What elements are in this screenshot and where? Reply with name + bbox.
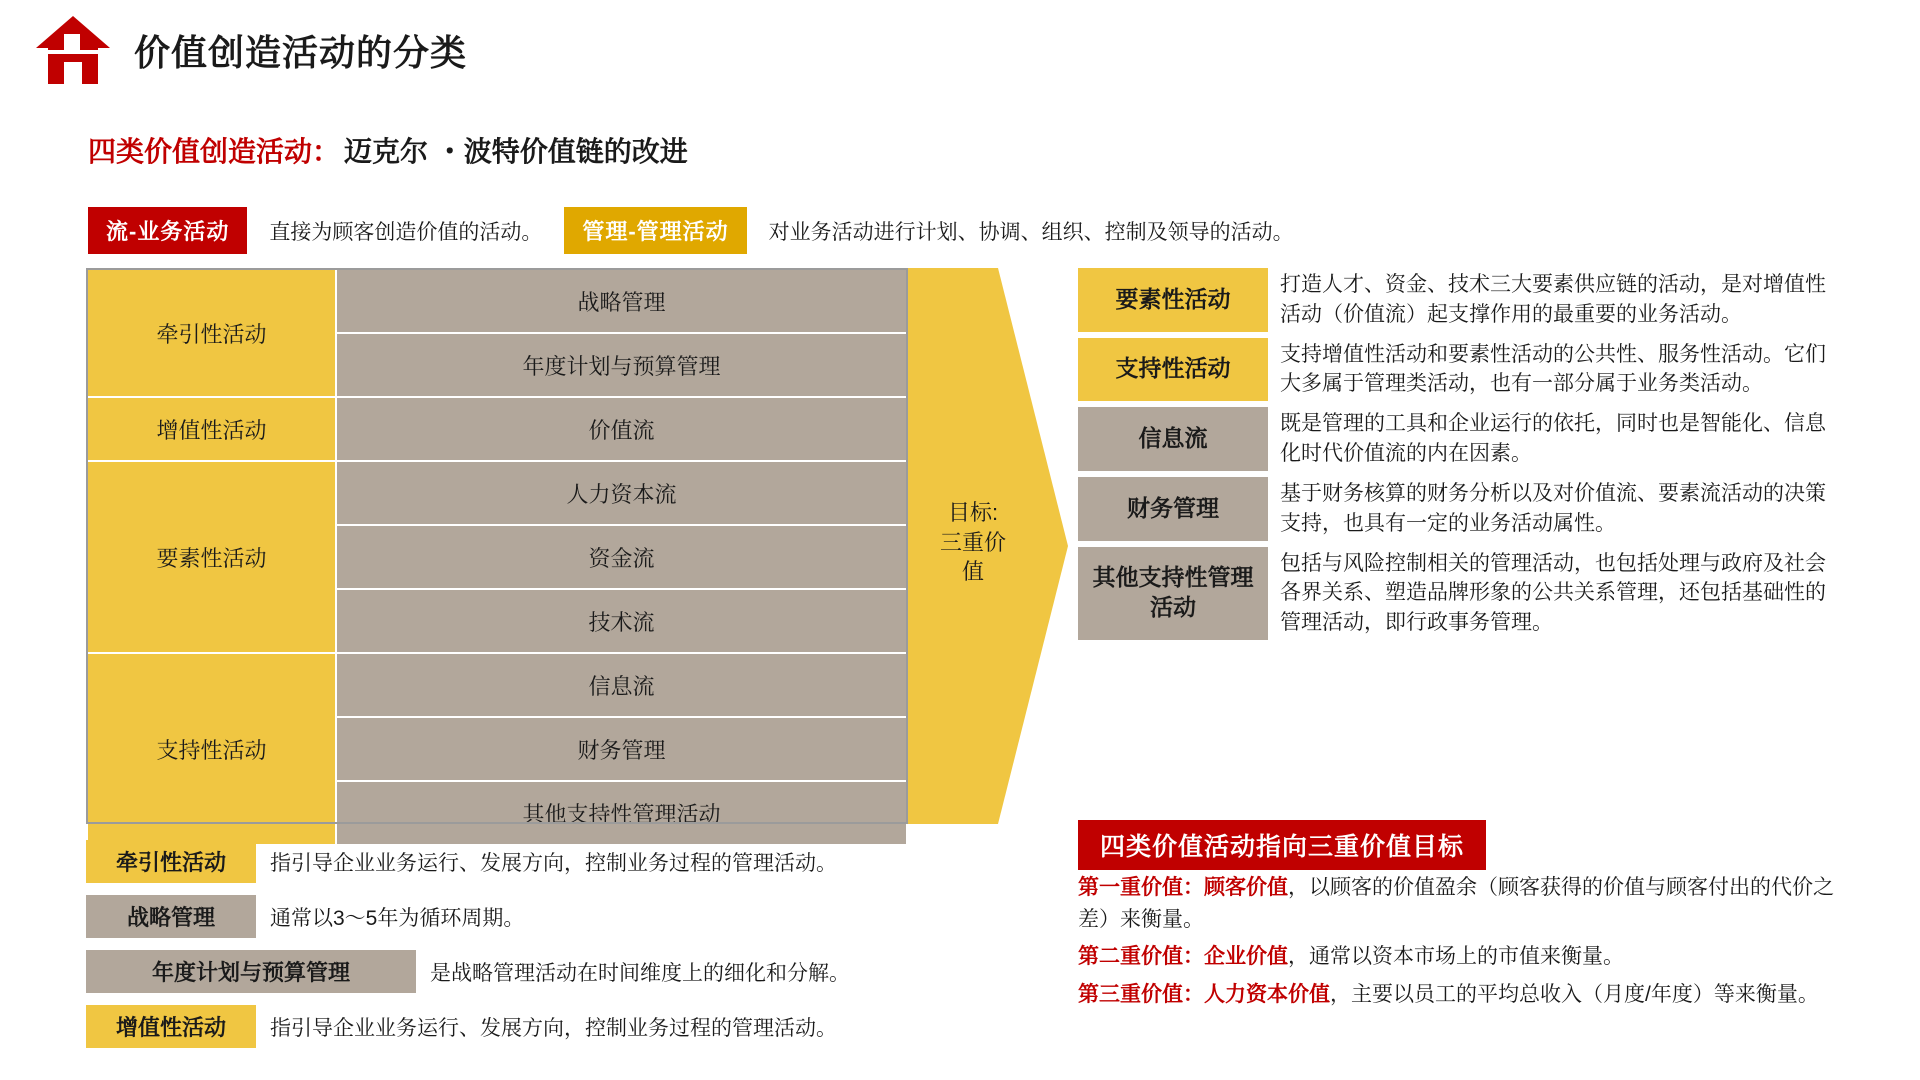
activity-matrix: [86, 268, 908, 846]
page-title: 价值创造活动的分类: [134, 31, 468, 73]
activity-card: [1078, 407, 1838, 471]
activity-card: [1078, 477, 1838, 541]
activity-card-label: 支持性活动: [1078, 338, 1268, 402]
matrix-item-cell: 年度计划与预算管理: [336, 333, 907, 397]
triple-value-prefix: 第二重价值：: [1078, 945, 1204, 968]
footnote-chip: 牵引性活动: [86, 840, 256, 883]
triple-value-banner: 四类价值活动指向三重价值目标: [1078, 820, 1486, 870]
activity-card-description: 基于财务核算的财务分析以及对价值流、要素流活动的决策支持，也具有一定的业务活动属性。: [1280, 481, 1826, 535]
footnote-row: [86, 950, 1046, 993]
triple-value-prefix: 第一重价值：: [1078, 876, 1204, 899]
slide-header: [34, 14, 467, 86]
matrix-item-cell: 其他支持性管理活动: [336, 781, 907, 845]
triple-value-prefix: 第三重价值：: [1078, 982, 1204, 1006]
matrix-item-cell: 财务管理: [336, 717, 907, 781]
activity-card: [1078, 547, 1838, 640]
matrix-row: [87, 653, 907, 717]
subtitle-black-text: 迈克尔 ・波特价值链的改进: [344, 136, 688, 167]
triple-value-rest: ，通常以资本市场上的市值来衡量。: [1288, 945, 1624, 968]
legend-text-business: 直接为顾客创造价值的活动。: [269, 220, 543, 244]
triple-value-item: [1078, 941, 1858, 973]
activity-card-label: 信息流: [1078, 407, 1268, 471]
matrix-row: [87, 269, 907, 333]
footnote-list: [86, 840, 1046, 1060]
triple-value-list: [1078, 872, 1858, 1016]
matrix-category-label: 增值性活动: [87, 397, 336, 461]
triple-value-name: 人力资本价值: [1204, 982, 1330, 1006]
triple-value-name: 企业价值: [1204, 945, 1288, 968]
matrix-item-cell: 战略管理: [336, 269, 907, 333]
matrix-category-label: 支持性活动: [87, 653, 336, 845]
triple-value-rest: ，主要以员工的平均总收入（月度/年度）等来衡量。: [1330, 982, 1819, 1006]
footnote-row: [86, 1005, 1046, 1048]
footnote-text: 是战略管理活动在时间维度上的细化和分解。: [430, 961, 850, 985]
matrix-item-cell: 人力资本流: [336, 461, 907, 525]
matrix-category-label: 牵引性活动: [87, 269, 336, 397]
footnote-text: 指引导企业业务运行、发展方向，控制业务过程的管理活动。: [270, 1016, 837, 1040]
legend-text-management: 对业务活动进行计划、协调、组织、控制及领导的活动。: [768, 220, 1294, 244]
footnote-chip: 年度计划与预算管理: [86, 950, 416, 993]
footnote-row: [86, 840, 1046, 883]
legend-tag-business: 流-业务活动: [88, 207, 247, 254]
goal-label-line1: 目标:: [947, 500, 999, 525]
activity-card-description: 既是管理的工具和企业运行的依托，同时也是智能化、信息化时代价值流的内在因素。: [1280, 412, 1826, 466]
legend-row: [88, 207, 1316, 254]
activity-card-description: 包括与风险控制相关的管理活动，也包括处理与政府及社会各界关系、塑造品牌形象的公共关系管理，还包括基础性的管理活动，即行政事务管理。: [1280, 551, 1826, 635]
subtitle-red-text: 四类价值创造活动：: [88, 136, 341, 167]
activity-card-description: 支持增值性活动和要素性活动的公共性、服务性活动。它们大多属于管理类活动，也有一部分属于业务类活动。: [1280, 342, 1826, 396]
home-icon: [34, 14, 112, 86]
activity-cards: [1078, 268, 1838, 646]
footnote-text: 通常以3～5年为循环周期。: [270, 906, 525, 930]
triple-value-item: [1078, 872, 1858, 935]
activity-card-label: 财务管理: [1078, 477, 1268, 541]
activity-card: [1078, 338, 1838, 402]
matrix-item-cell: 技术流: [336, 589, 907, 653]
matrix-item-cell: 资金流: [336, 525, 907, 589]
activity-card-description: 打造人才、资金、技术三大要素供应链的活动，是对增值性活动（价值流）起支撑作用的最重要的业务活动。: [1280, 273, 1826, 326]
triple-value-item: [1078, 979, 1858, 1011]
activity-card-label: 其他支持性管理活动: [1078, 547, 1268, 640]
matrix-item-cell: 信息流: [336, 653, 907, 717]
subtitle: [88, 130, 688, 170]
goal-arrow-label: [930, 498, 1016, 587]
footnote-text: 指引导企业业务运行、发展方向，控制业务过程的管理活动。: [270, 851, 837, 875]
matrix-item-cell: 价值流: [336, 397, 907, 461]
triple-value-rest: ，以顾客的价值盈余（顾客获得的价值与顾客付出的代价之差）来衡量。: [1078, 876, 1834, 931]
footnote-chip: 增值性活动: [86, 1005, 256, 1048]
matrix-row: [87, 397, 907, 461]
legend-tag-management: 管理-管理活动: [564, 207, 746, 254]
goal-label-line2: 三重价: [939, 529, 1006, 555]
activity-card-label: 要素性活动: [1078, 268, 1268, 332]
footnote-row: [86, 895, 1046, 938]
activity-card: [1078, 268, 1838, 332]
footnote-chip: 战略管理: [86, 895, 256, 938]
matrix-row: [87, 461, 907, 525]
goal-label-line3: 值: [961, 559, 984, 585]
triple-value-name: 顾客价值: [1204, 876, 1288, 899]
matrix-category-label: 要素性活动: [87, 461, 336, 653]
